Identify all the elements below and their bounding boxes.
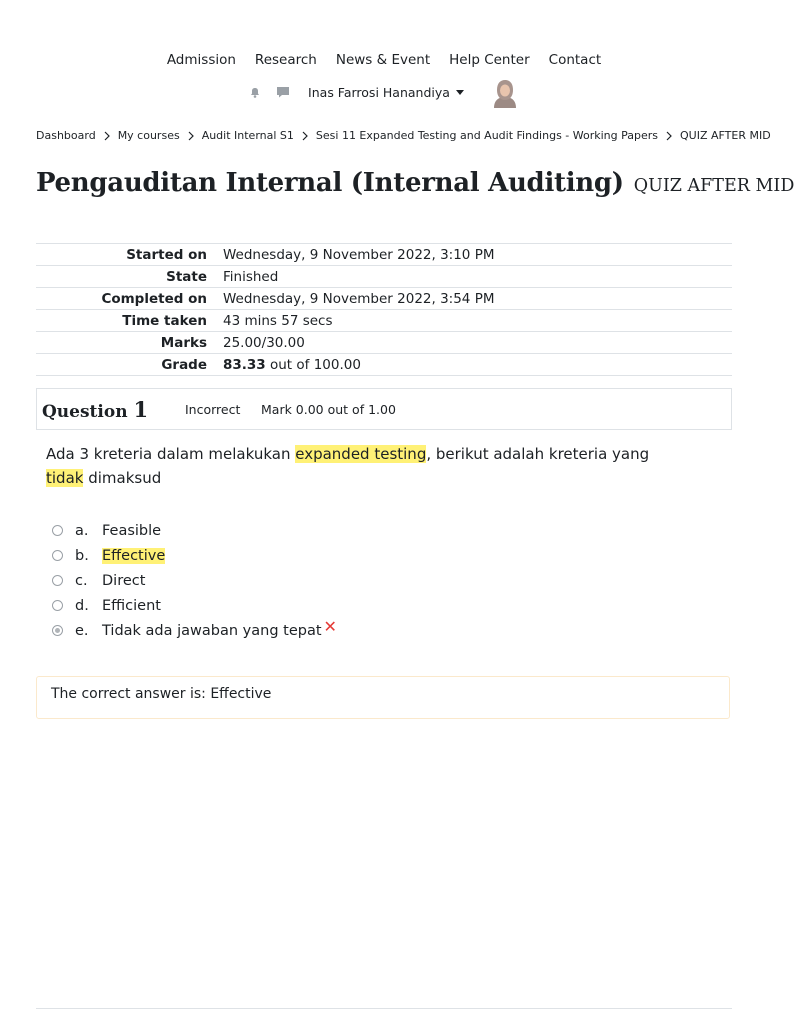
- answer-text: Efficient: [102, 597, 161, 614]
- breadcrumb-dashboard[interactable]: Dashboard: [36, 129, 96, 142]
- breadcrumb-quiz[interactable]: QUIZ AFTER MID: [680, 129, 771, 142]
- breadcrumb-my-courses[interactable]: My courses: [117, 129, 180, 142]
- chat-icon[interactable]: [276, 85, 290, 99]
- question-grade: Mark 0.00 out of 1.00: [261, 401, 396, 417]
- chevron-right-icon: [186, 131, 196, 141]
- answer-letter: b.: [75, 547, 89, 564]
- answer-option-c[interactable]: [52, 568, 337, 593]
- summary-value: Wednesday, 9 November 2022, 3:54 PM: [223, 288, 732, 310]
- question-state: Incorrect: [185, 401, 241, 417]
- nav-news-event[interactable]: News & Event: [335, 52, 431, 68]
- summary-value: Wednesday, 9 November 2022, 3:10 PM: [223, 244, 732, 266]
- answer-letter: e.: [75, 622, 89, 639]
- top-navigation: [0, 52, 768, 68]
- nav-help-center[interactable]: Help Center: [449, 52, 530, 68]
- answer-text: Tidak ada jawaban yang tepat: [102, 622, 322, 639]
- avatar[interactable]: [490, 76, 520, 108]
- bell-icon[interactable]: [248, 85, 262, 99]
- breadcrumb-section[interactable]: Sesi 11 Expanded Testing and Audit Findings - Working Papers: [315, 129, 659, 142]
- question-number: [42, 397, 177, 422]
- highlighted-text: expanded testing: [295, 445, 427, 463]
- breadcrumb: [36, 129, 771, 142]
- chevron-right-icon: [300, 131, 310, 141]
- question-label: Question: [42, 401, 128, 422]
- course-title: Pengauditan Internal (Internal Auditing): [36, 168, 624, 198]
- radio-button[interactable]: [52, 575, 63, 586]
- answer-options: [52, 518, 337, 643]
- question-index: 1: [133, 396, 149, 422]
- question-text: [46, 442, 686, 490]
- nav-admission[interactable]: Admission: [166, 52, 236, 68]
- chevron-right-icon: [664, 131, 674, 141]
- answer-text: Effective: [102, 547, 166, 564]
- correct-answer-feedback: The correct answer is: Effective: [36, 676, 730, 719]
- cross-icon: ✕: [323, 617, 337, 636]
- summary-label: State: [36, 266, 223, 288]
- summary-value: Finished: [223, 266, 732, 288]
- answer-text: Direct: [102, 572, 146, 589]
- page-title: [36, 168, 794, 198]
- grade-value: 83.33: [223, 356, 266, 373]
- summary-label: Grade: [36, 354, 223, 376]
- summary-label: Completed on: [36, 288, 223, 310]
- chevron-right-icon: [102, 131, 112, 141]
- summary-value: 43 mins 57 secs: [223, 310, 732, 332]
- question-text-part: , berikut adalah kreteria yang: [426, 445, 650, 463]
- table-row: [36, 266, 732, 288]
- summary-label: Started on: [36, 244, 223, 266]
- answer-letter: a.: [75, 522, 89, 539]
- caret-down-icon[interactable]: [456, 90, 464, 95]
- user-bar: [0, 76, 768, 108]
- radio-button[interactable]: [52, 525, 63, 536]
- attempt-summary-table: [36, 243, 732, 376]
- answer-option-b[interactable]: [52, 543, 337, 568]
- nav-research[interactable]: Research: [254, 52, 317, 68]
- table-row: [36, 354, 732, 376]
- answer-option-e[interactable]: [52, 618, 337, 643]
- user-name[interactable]: Inas Farrosi Hanandiya: [308, 84, 450, 100]
- question-text-part: dimaksud: [83, 469, 162, 487]
- divider: [36, 1008, 732, 1009]
- grade-total: out of 100.00: [265, 356, 361, 373]
- highlighted-text: tidak: [46, 469, 84, 487]
- table-row: [36, 288, 732, 310]
- summary-value: [223, 354, 732, 376]
- answer-text: Feasible: [102, 522, 162, 539]
- question-info: [36, 388, 732, 430]
- breadcrumb-course[interactable]: Audit Internal S1: [201, 129, 294, 142]
- answer-letter: d.: [75, 597, 89, 614]
- answer-option-d[interactable]: [52, 593, 337, 618]
- summary-value: 25.00/30.00: [223, 332, 732, 354]
- answer-letter: c.: [75, 572, 88, 589]
- radio-button-selected[interactable]: [52, 625, 63, 636]
- table-row: [36, 310, 732, 332]
- quiz-title: QUIZ AFTER MID: [633, 176, 794, 196]
- answer-option-a[interactable]: [52, 518, 337, 543]
- summary-label: Time taken: [36, 310, 223, 332]
- table-row: [36, 332, 732, 354]
- question-text-part: Ada 3 kreteria dalam melakukan: [46, 445, 296, 463]
- summary-label: Marks: [36, 332, 223, 354]
- radio-button[interactable]: [52, 600, 63, 611]
- nav-contact[interactable]: Contact: [548, 52, 602, 68]
- radio-button[interactable]: [52, 550, 63, 561]
- table-row: [36, 244, 732, 266]
